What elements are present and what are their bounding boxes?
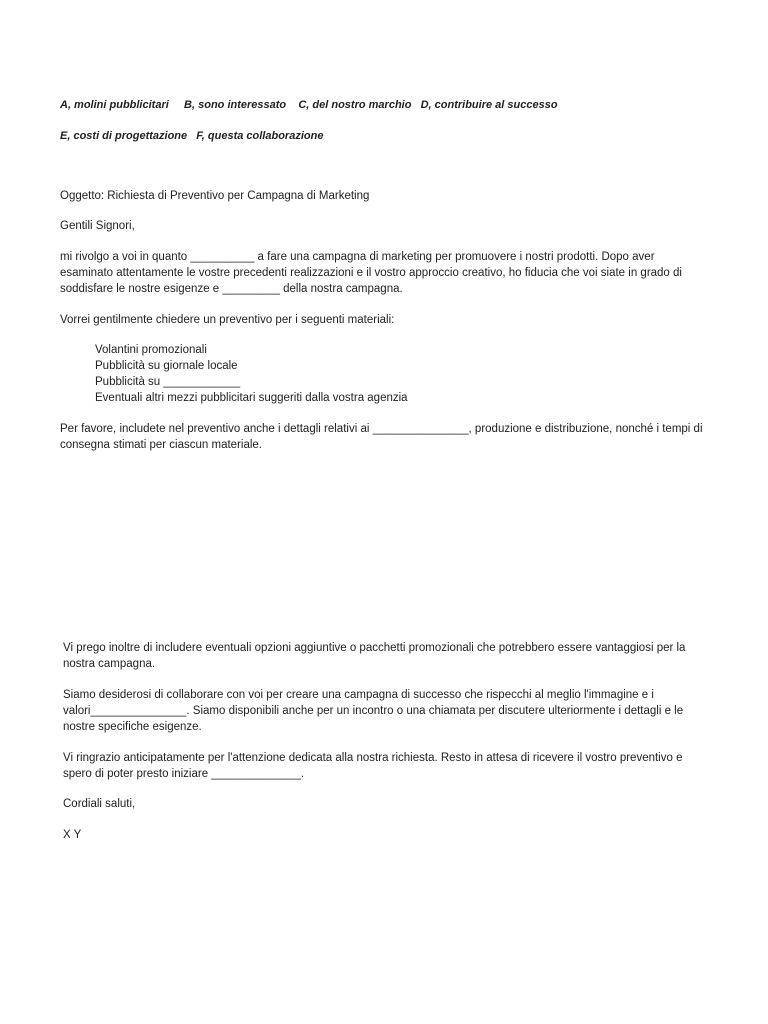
list-item: Eventuali altri mezzi pubblicitari suggeriti dalla vostra agenzia <box>95 392 408 404</box>
letter-paragraph-2: Vorrei gentilmente chiedere un preventivo per i seguenti materiali: <box>60 314 395 326</box>
letter-paragraph-4: Vi prego inoltre di includere eventuali opzioni aggiuntive o pacchetti promozionali che potrebbero essere vantaggiosi per la nostra campagna. <box>63 642 686 670</box>
letter-paragraph-1: mi rivolgo a voi in quanto __________ a fare una campagna di marketing per promuovere i nostri prodotti. Dopo aver esaminato attentamente le vostre precedenti realizzazioni e il vostro approccio creativo, ho fiducia che voi siate in grado di soddisfare le nostre esigenze e _________ della nostra campagna. <box>60 251 682 295</box>
letter-subject: Oggetto: Richiesta di Preventivo per Campagna di Marketing <box>60 190 370 202</box>
letter-greeting: Gentili Signori, <box>60 220 135 232</box>
options-row-1: A, molini pubblicitari B, sono interessato C, del nostro marchio D, contribuire al successo <box>60 99 558 111</box>
letter-closing: Cordiali saluti, <box>63 798 136 810</box>
letter-paragraph-3: Per favore, includete nel preventivo anche i dettagli relativi ai _______________, produzione e distribuzione, nonché i tempi di consegna stimati per ciascun materiale. <box>60 423 703 451</box>
list-item: Pubblicità su giornale locale <box>95 360 238 372</box>
list-item: Pubblicità su ____________ <box>95 376 241 388</box>
letter-paragraph-6: Vi ringrazio anticipatamente per l'attenzione dedicata alla nostra richiesta. Resto in attesa di ricevere il vostro preventivo e spero di poter presto iniziare ______________. <box>63 752 683 780</box>
list-item: Volantini promozionali <box>95 344 207 356</box>
materials-list <box>95 342 408 406</box>
letter-signature: X Y <box>63 829 82 841</box>
letter-paragraph-5: Siamo desiderosi di collaborare con voi per creare una campagna di successo che rispecchi al meglio l'immagine e i valori_______________. Siamo disponibili anche per un incontro o una chiamata per discutere ulteriormente i dettagli e le nostre specifiche esigenze. <box>63 689 684 733</box>
options-row-2: E, costi di progettazione F, questa collaborazione <box>60 130 324 142</box>
